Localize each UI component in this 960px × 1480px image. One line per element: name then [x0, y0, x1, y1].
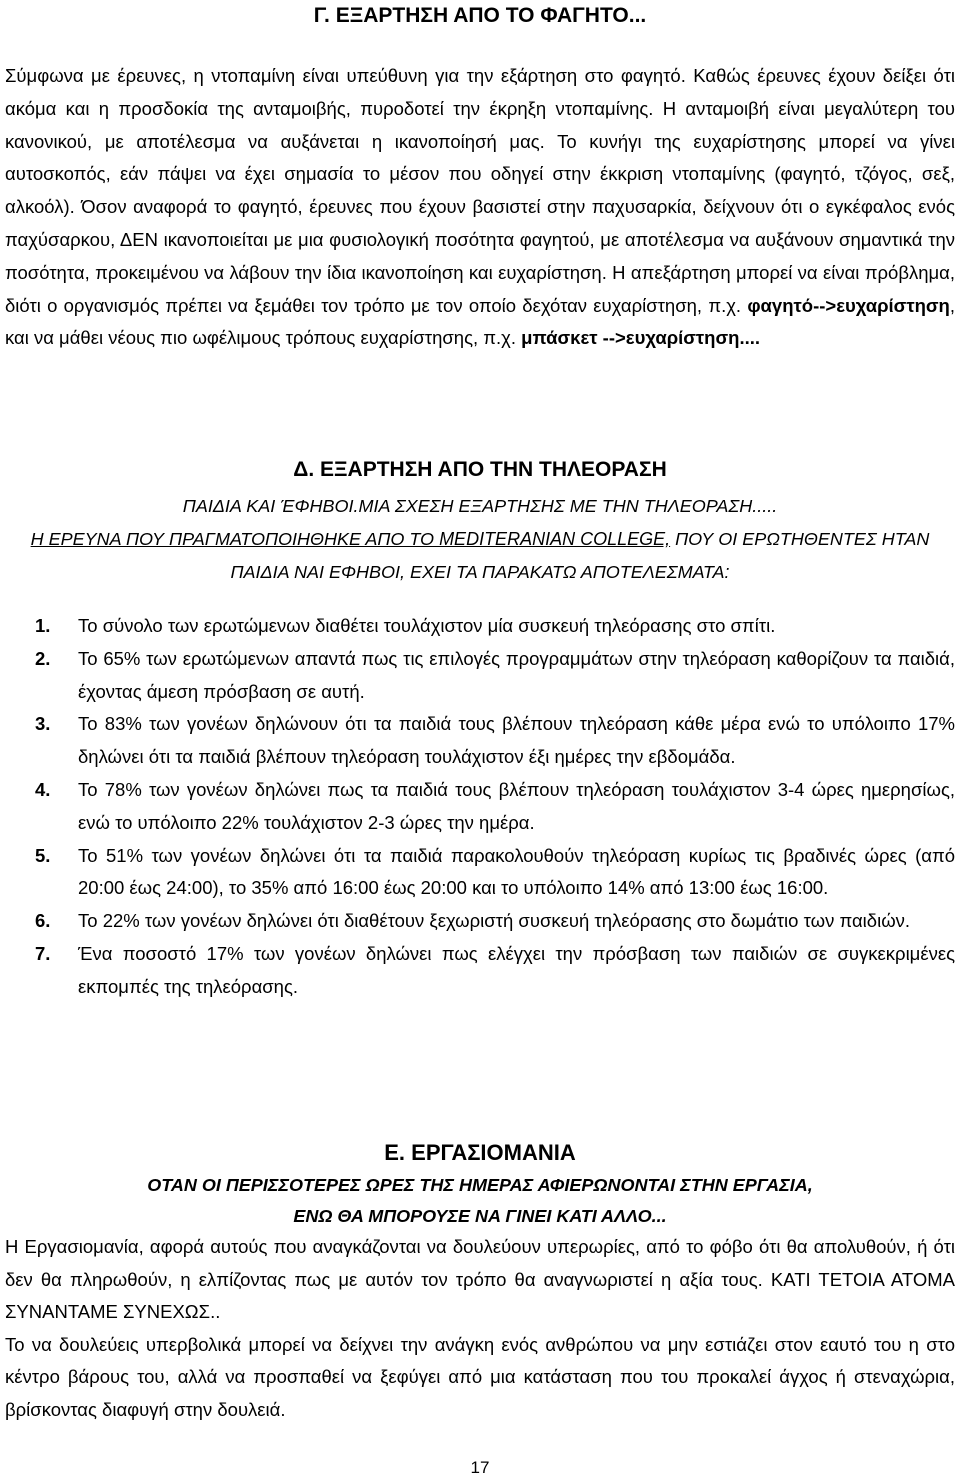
list-item-number: 3. — [35, 713, 51, 735]
tv-results-list — [5, 610, 955, 1004]
food-paragraph-text: Σύμφωνα με έρευνες, η ντοπαμίνη είναι υπεύθυνη για την εξάρτηση στο φαγητό. Καθώς έρευνες έχουν δείξει ότι ακόμα και η προσδοκία της ανταμοιβής, πυροδοτεί την έκρηξη ντοπαμίνης. Η ανταμοιβή είναι μεγαλύτερη του κανονικού, με αποτέλεσμα να αυξάνεται η ικανοποίησή μας. Το κυνήγι της ευχαρίστησης μπορεί να γίνει αυτοσκοπός, εάν πάψει να έχει σημασία το μέσον που οδηγεί στην έκκριση ντοπαμίνης (φαγητό, τζόγος, σεξ, αλκοόλ). Όσον αναφορά το φαγητό, έρευνες που έχουν βασιστεί στην παχυσαρκία, δείχνουν ότι ο εγκέφαλος ενός παχύσαρκου, ΔΕΝ ικανοποιείται με μια φυσιολογική ποσότητα φαγητού, με αποτέλεσμα να αυξάνουν σημαντικά την ποσότητα, προκειμένου να λάβουν την ίδια ικανοποίηση και ευχαρίστηση. Η απεξάρτηση μπορεί να είναι πρόβλημα, διότι ο οργανισμός πρέπει να ξεμάθει τον τρόπο με τον οποίο δεχόταν ευχαρίστηση, π.χ. — [5, 65, 955, 316]
list-item-number: 4. — [35, 778, 51, 800]
list-item-text: Το 22% των γονέων δηλώνει ότι διαθέτουν ξεχωριστή συσκευή τηλεόρασης στο δωμάτιο των παιδιών. — [78, 910, 911, 932]
tv-subtitle: ΠΑΙΔΙΑ ΚΑΙ ΈΦΗΒΟΙ.ΜΙΑ ΣΧΕΣΗ ΕΞΑΡΤΗΣΗΣ ΜΕ ΤΗΝ ΤΗΛΕΟΡΑΣΗ..... — [182, 496, 778, 516]
page-number: 17 — [470, 1458, 490, 1477]
food-paragraph — [5, 60, 955, 355]
section-heading-food: Γ. ΕΞΑΡΤΗΣΗ ΑΠΟ ΤΟ ΦΑΓΗΤΟ... — [313, 4, 647, 27]
tv-subtitle-block — [5, 490, 955, 589]
list-item-text: Ένα ποσοστό 17% των γονέων δηλώνει πως ελέγχει την πρόσβαση των παιδιών σε συγκεκριμένες εκπομπές της τηλεόρασης. — [78, 942, 955, 997]
work-body — [5, 1231, 955, 1427]
list-item-number: 7. — [35, 942, 51, 964]
list-item-text: Το 78% των γονέων δηλώνει πως τα παιδιά τους βλέπουν τηλεόραση τουλάχιστον 3-4 ώρες ημερησίως, ενώ το υπόλοιπο 22% τουλάχιστον 2-3 ώρες την ημέρα. — [78, 778, 955, 833]
tv-research-underlined: Η ΕΡΕΥΝΑ ΠΟΥ ΠΡΑΓΜΑΤΟΠΟΙΗΘΗΚΕ ΑΠΟ ΤΟ MEDITERANIAN COLLEGE, — [30, 529, 671, 549]
list-item-number: 2. — [35, 647, 51, 669]
list-item — [5, 840, 955, 906]
list-item — [5, 610, 955, 643]
section-heading-work: Ε. ΕΡΓΑΣΙΟΜΑΝΙΑ — [384, 1140, 576, 1165]
tv-research-note — [5, 523, 955, 589]
section-heading-tv: Δ. ΕΞΑΡΤΗΣΗ ΑΠΟ ΤΗΝ ΤΗΛΕΟΡΑΣΗ — [293, 458, 667, 481]
list-item — [5, 938, 955, 1004]
list-item-number: 5. — [35, 844, 51, 866]
list-item-text: Το 65% των ερωτώμενων απαντά πως τις επιλογές προγραμμάτων στην τηλεόραση καθορίζουν τα παιδιά, έχοντας άμεση πρόσβαση σε αυτή. — [78, 647, 955, 702]
work-paragraph-2: Το να δουλεύεις υπερβολικά μπορεί να δείχνει την ανάγκη ενός ανθρώπου να μην εστιάζει στον εαυτό του η στο κέντρο βάρους του, αλλά να προσπαθεί να ξεφύγει από μια κατάσταση που του προκαλεί άγχος ή στεναχώρια, βρίσκοντας διαφυγή στην δουλειά. — [5, 1333, 955, 1420]
work-paragraph-1: Η Εργασιομανία, αφορά αυτούς που αναγκάζονται να δουλεύουν υπερωρίες, από το φόβο ότι θα απολυθούν, ή ότι δεν θα πληρωθούν, η ελπίζοντας πως με αυτόν τον τρόπο θα αναγνωριστεί η αξία τους. ΚΑΤΙ ΤΕΤΟΙΑ ΑΤΟΜΑ ΣΥΝΑΝΤΑΜΕ ΣΥΝΕΧΩΣ.. — [5, 1236, 955, 1323]
list-item-text: Το σύνολο των ερωτώμενων διαθέτει τουλάχιστον μία συσκευή τηλεόρασης στο σπίτι. — [78, 615, 776, 636]
work-subtitle-line-1: ΟΤΑΝ ΟΙ ΠΕΡΙΣΣΟΤΕΡΕΣ ΩΡΕΣ ΤΗΣ ΗΜΕΡΑΣ ΑΦΙΕΡΩΝΟΝΤΑΙ ΣΤΗΝ ΕΡΓΑΣΙΑ, — [147, 1175, 813, 1195]
list-item — [5, 708, 955, 774]
work-subtitle-block — [5, 1170, 955, 1231]
list-item-text: Το 51% των γονέων δηλώνει ότι τα παιδιά παρακολουθούν τηλεόραση κυρίως τις βραδινές ώρες (από 20:00 έως 24:00), το 35% από 16:00 έως 20:00 και το υπόλοιπο 14% από 13:00 έως 16:00. — [78, 844, 955, 899]
tv-research-rest: ΠΟΥ ΟΙ ΕΡΩΤΗΘΕΝΤΕΣ ΗΤΑΝ ΠΑΙΔΙΑ ΝΑΙ ΕΦΗΒΟΙ, ΕΧΕΙ ΤΑ ΠΑΡΑΚΑΤΩ ΑΠΟΤΕΛΕΣΜΑΤΑ: — [230, 529, 930, 582]
list-item — [5, 774, 955, 840]
food-paragraph-mid: , και να μάθει νέους πιο ωφέλιμους τρόπους ευχαρίστησης, π.χ. — [5, 294, 955, 349]
list-item — [5, 905, 955, 938]
work-subtitle-line-2: ΕΝΩ ΘΑ ΜΠΟΡΟΥΣΕ ΝΑ ΓΙΝΕΙ ΚΑΤΙ ΑΛΛΟ... — [293, 1205, 667, 1226]
food-bold-example-1: φαγητό-->ευχαρίστηση — [747, 294, 950, 316]
list-item-text: Το 83% των γονέων δηλώνουν ότι τα παιδιά τους βλέπουν τηλεόραση κάθε μέρα ενώ το υπόλοιπο 17% δηλώνει ότι τα παιδιά βλέπουν τηλεόραση τουλάχιστον έξι ημέρες την εβδομάδα. — [78, 713, 955, 768]
list-item — [5, 643, 955, 709]
list-item-number: 1. — [35, 615, 51, 636]
list-item-number: 6. — [35, 910, 51, 932]
food-bold-example-2: μπάσκετ -->ευχαρίστηση.... — [521, 327, 761, 349]
